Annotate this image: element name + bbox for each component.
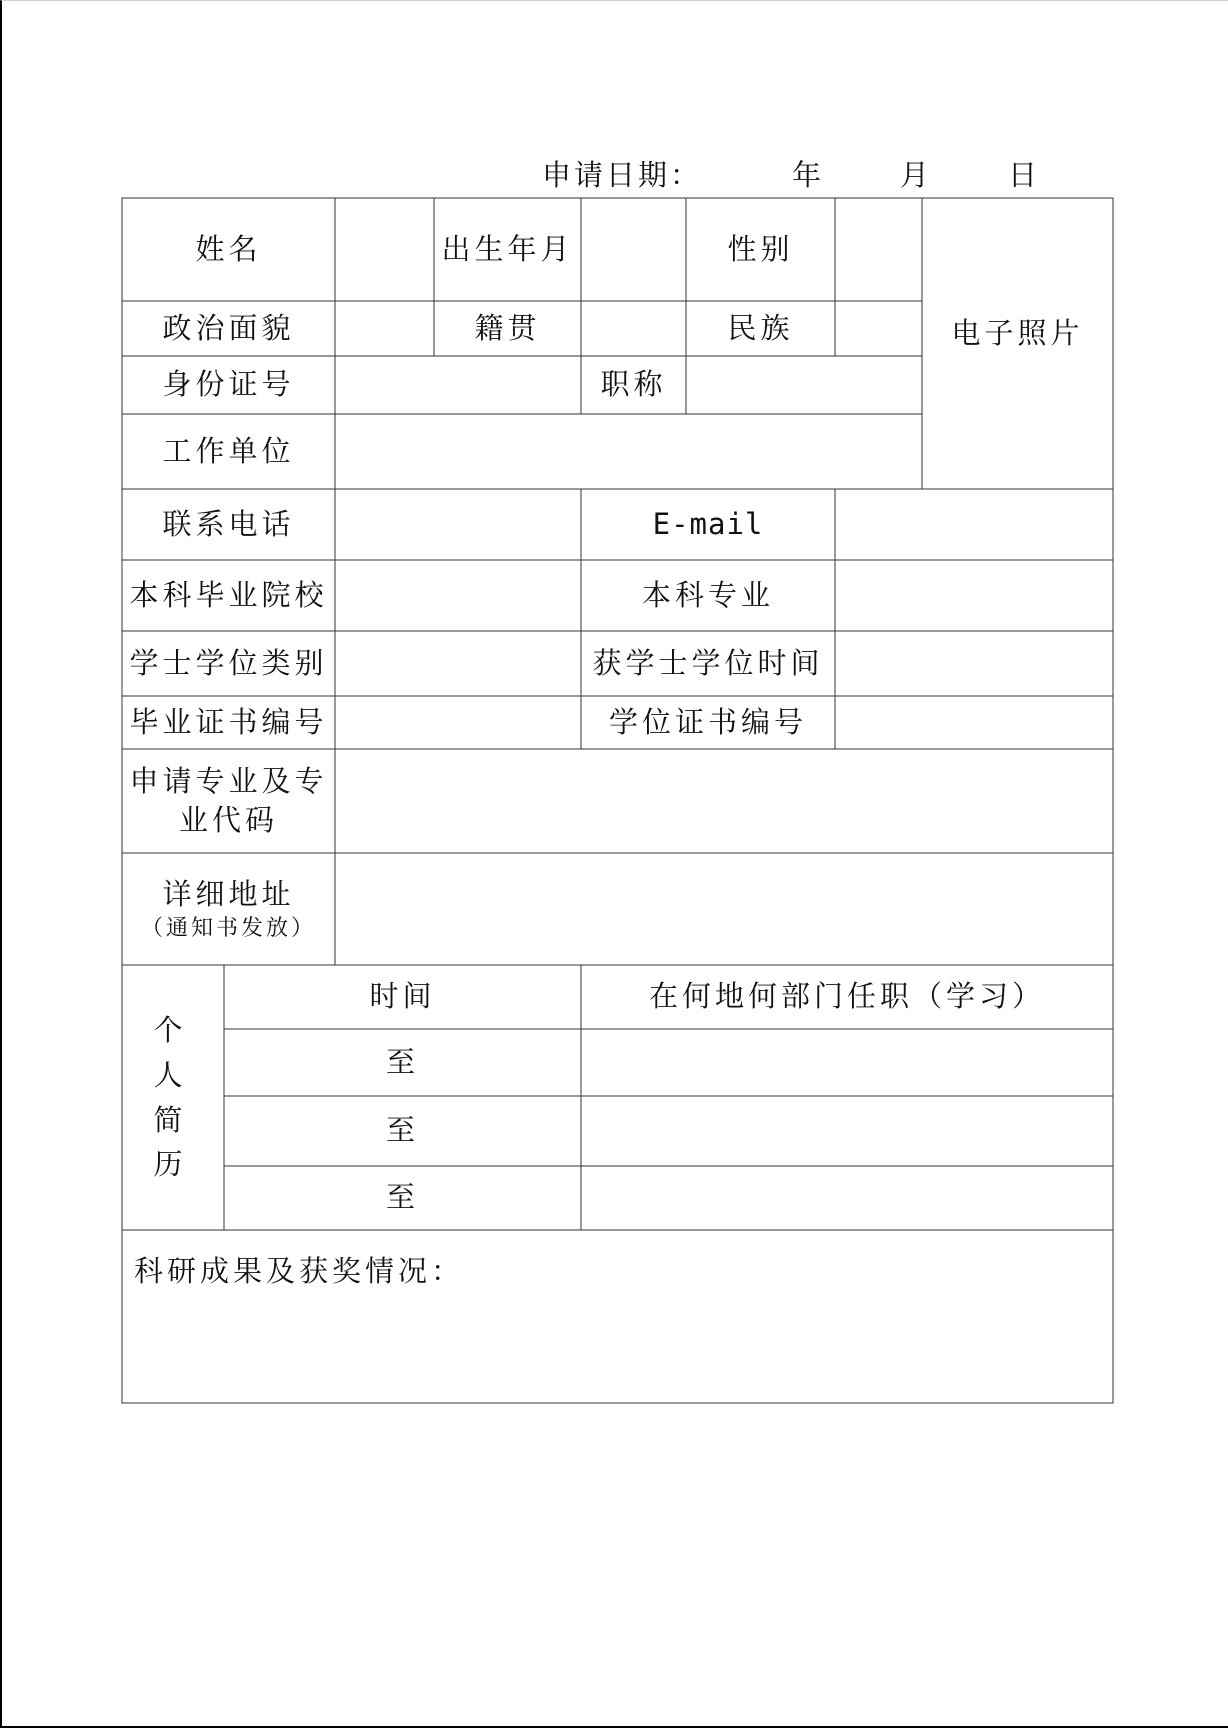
degree-time-label: 获学士学位时间 <box>592 645 824 680</box>
id-number-label: 身份证号 <box>162 367 295 402</box>
resume-label-char: 人 <box>153 1057 187 1092</box>
undergrad-school-field[interactable] <box>335 560 581 631</box>
achievements-label: 科研成果及获奖情况： <box>134 1254 465 1288</box>
resume-time-cell[interactable]: 至 <box>385 1180 419 1215</box>
resume-time-header: 时间 <box>369 979 436 1014</box>
email-label: E-mail <box>652 506 764 541</box>
resume-position-header: 在何地何部门任职（学习） <box>648 979 1045 1014</box>
degree-cert-number-field[interactable] <box>835 696 1113 749</box>
apply-date-month: 月 <box>900 158 933 192</box>
diploma-number-label: 毕业证书编号 <box>129 704 328 739</box>
address-label <box>122 853 335 965</box>
resume-time-cell[interactable]: 至 <box>385 1044 419 1079</box>
undergrad-school-label: 本科毕业院校 <box>129 577 328 612</box>
apply-major-label-line2: 业代码 <box>178 803 278 837</box>
undergrad-major-label: 本科专业 <box>641 577 774 612</box>
resume-label-char: 个 <box>153 1012 187 1047</box>
address-field[interactable] <box>335 853 1113 965</box>
birth-field[interactable] <box>581 198 686 301</box>
title-label: 职称 <box>600 367 667 402</box>
resume-label-char: 简 <box>153 1102 187 1137</box>
diploma-number-field[interactable] <box>335 696 581 749</box>
workplace-field[interactable] <box>335 414 922 489</box>
apply-date-label: 申请日期： <box>542 158 703 192</box>
name-label: 姓名 <box>195 231 262 266</box>
apply-major-label <box>122 749 335 853</box>
apply-date-day: 日 <box>1008 158 1041 192</box>
resume-label <box>122 965 224 1230</box>
degree-type-label: 学士学位类别 <box>129 645 328 680</box>
address-label-main: 详细地址 <box>162 876 295 911</box>
degree-time-field[interactable] <box>835 631 1113 696</box>
resume-position-cell[interactable] <box>581 1029 1113 1096</box>
apply-major-label-line1: 申请专业及专 <box>129 763 328 798</box>
title-field[interactable] <box>686 356 922 414</box>
resume-position-cell[interactable] <box>581 1096 1113 1166</box>
photo-box[interactable]: 电子照片 <box>951 315 1084 350</box>
ethnicity-label: 民族 <box>727 310 794 345</box>
undergrad-major-field[interactable] <box>835 560 1113 631</box>
email-field[interactable] <box>835 489 1113 560</box>
degree-cert-number-label: 学位证书编号 <box>608 704 807 739</box>
gender-field[interactable] <box>835 198 922 301</box>
workplace-label: 工作单位 <box>162 433 295 468</box>
political-label: 政治面貌 <box>162 310 295 345</box>
name-field[interactable] <box>335 198 434 301</box>
achievements-box[interactable] <box>122 1230 1113 1403</box>
degree-type-field[interactable] <box>335 631 581 696</box>
political-field[interactable] <box>335 301 434 356</box>
ethnicity-field[interactable] <box>835 301 922 356</box>
resume-position-cell[interactable] <box>581 1166 1113 1230</box>
address-label-note: （通知书发放） <box>140 915 316 941</box>
native-place-field[interactable] <box>581 301 686 356</box>
phone-field[interactable] <box>335 489 581 560</box>
apply-major-field[interactable] <box>335 749 1113 853</box>
resume-label-char: 历 <box>153 1147 187 1182</box>
id-number-field[interactable] <box>335 356 581 414</box>
apply-date-year: 年 <box>792 158 825 192</box>
gender-label: 性别 <box>727 231 794 266</box>
phone-label: 联系电话 <box>162 506 295 541</box>
native-place-label: 籍贯 <box>474 310 541 345</box>
birth-label: 出生年月 <box>441 231 574 266</box>
resume-time-cell[interactable]: 至 <box>385 1113 419 1148</box>
